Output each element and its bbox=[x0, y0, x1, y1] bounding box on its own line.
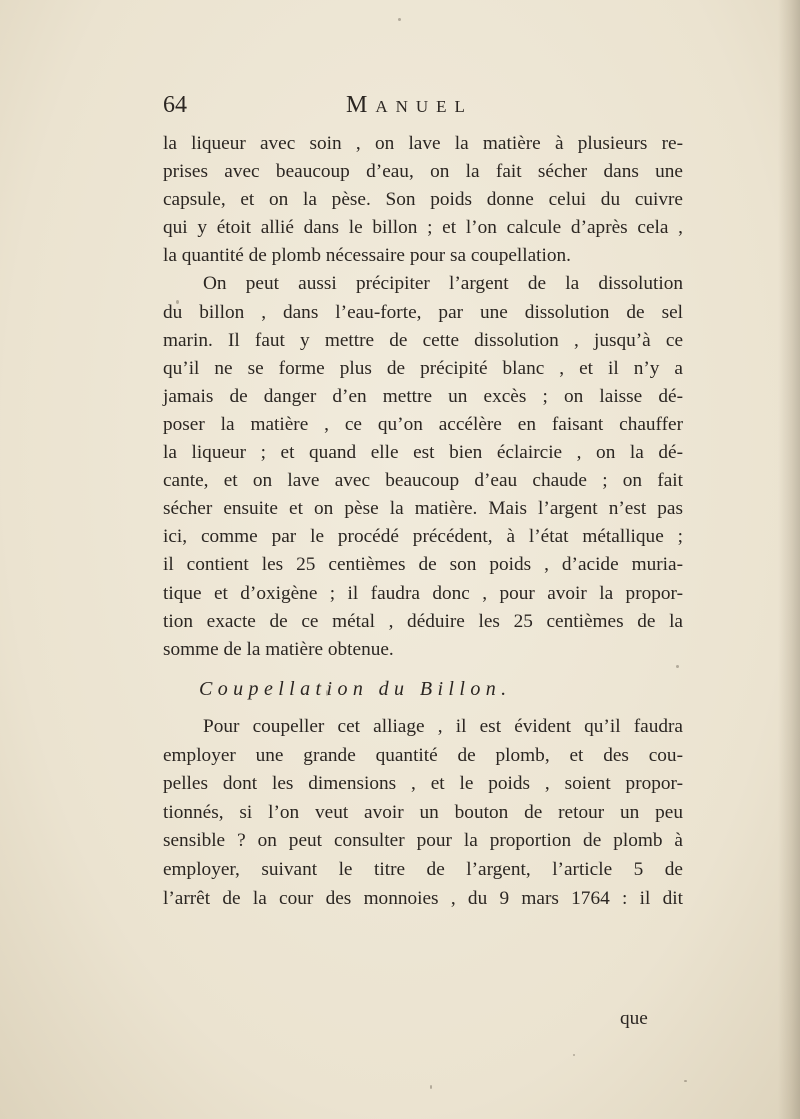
text-line: capsule, et on la pèse. Son poids donne celui du cuivre bbox=[163, 189, 683, 211]
text-line: il contient les 25 centièmes de son poids , d’acide muria- bbox=[163, 554, 683, 576]
speck bbox=[676, 665, 679, 668]
text-line: marin. Il faut y mettre de cette dissolution , jusqu’à ce bbox=[163, 329, 683, 351]
text-line: prises avec beaucoup d’eau, on la fait sécher dans une bbox=[163, 161, 683, 183]
text-line: tique et d’oxigène ; il faudra donc , pour avoir la propor- bbox=[163, 582, 683, 604]
body-text-lower bbox=[163, 713, 683, 913]
section-title: Coupellation du Billon. bbox=[199, 678, 512, 700]
text-line: jamais de danger d’en mettre un excès ; on laisse dé- bbox=[163, 385, 683, 407]
text-line: sensible ? on peut consulter pour la proportion de plomb à bbox=[163, 830, 683, 852]
catchword: que bbox=[620, 1008, 648, 1029]
text-line: qui y étoit allié dans le billon ; et l’on calcule d’après cela , bbox=[163, 217, 683, 239]
text-line: sécher ensuite et on pèse la matière. Mais l’argent n’est pas bbox=[163, 498, 683, 520]
page-number: 64 bbox=[163, 92, 187, 118]
text-line: qu’il ne se forme plus de précipité blanc , et il n’y a bbox=[163, 357, 683, 379]
text-line: tionnés, si l’on veut avoir un bouton de retour un peu bbox=[163, 801, 683, 823]
text-line: du billon , dans l’eau-forte, par une dissolution de sel bbox=[163, 301, 683, 323]
page-header bbox=[163, 92, 678, 122]
text-line: la liqueur ; et quand elle est bien éclaircie , on la dé- bbox=[163, 442, 683, 464]
text-line: ici, comme par le procédé précédent, à l’état métallique ; bbox=[163, 526, 683, 548]
running-head: Manuel bbox=[346, 92, 473, 118]
text-line: la quantité de plomb nécessaire pour sa coupellation. bbox=[163, 245, 571, 267]
text-line: On peut aussi précipiter l’argent de la dissolution bbox=[203, 273, 683, 295]
text-line: employer, suivant le titre de l’argent, l’article 5 de bbox=[163, 858, 683, 880]
text-line: somme de la matière obtenue. bbox=[163, 638, 394, 660]
text-line: l’arrêt de la cour des monnoies , du 9 mars 1764 : il dit bbox=[163, 887, 683, 909]
speck bbox=[176, 300, 179, 304]
text-line: tion exacte de ce métal , déduire les 25 centièmes de la bbox=[163, 610, 683, 632]
speck bbox=[430, 1085, 432, 1089]
text-line: employer une grande quantité de plomb, et des cou- bbox=[163, 744, 683, 766]
speck bbox=[326, 690, 328, 696]
body-text-upper bbox=[163, 130, 683, 664]
text-line: poser la matière , ce qu’on accélère en faisant chauffer bbox=[163, 413, 683, 435]
text-line: Pour coupeller cet alliage , il est évident qu’il faudra bbox=[203, 716, 683, 737]
text-line: pelles dont les dimensions , et le poids , soient propor- bbox=[163, 773, 683, 795]
speck bbox=[684, 1080, 687, 1082]
speck bbox=[573, 1054, 575, 1056]
text-line: la liqueur avec soin , on lave la matière à plusieurs re- bbox=[163, 133, 683, 154]
text-line: cante, et on lave avec beaucoup d’eau chaude ; on fait bbox=[163, 470, 683, 492]
speck bbox=[398, 18, 401, 21]
page-edge-shadow bbox=[778, 0, 800, 1119]
